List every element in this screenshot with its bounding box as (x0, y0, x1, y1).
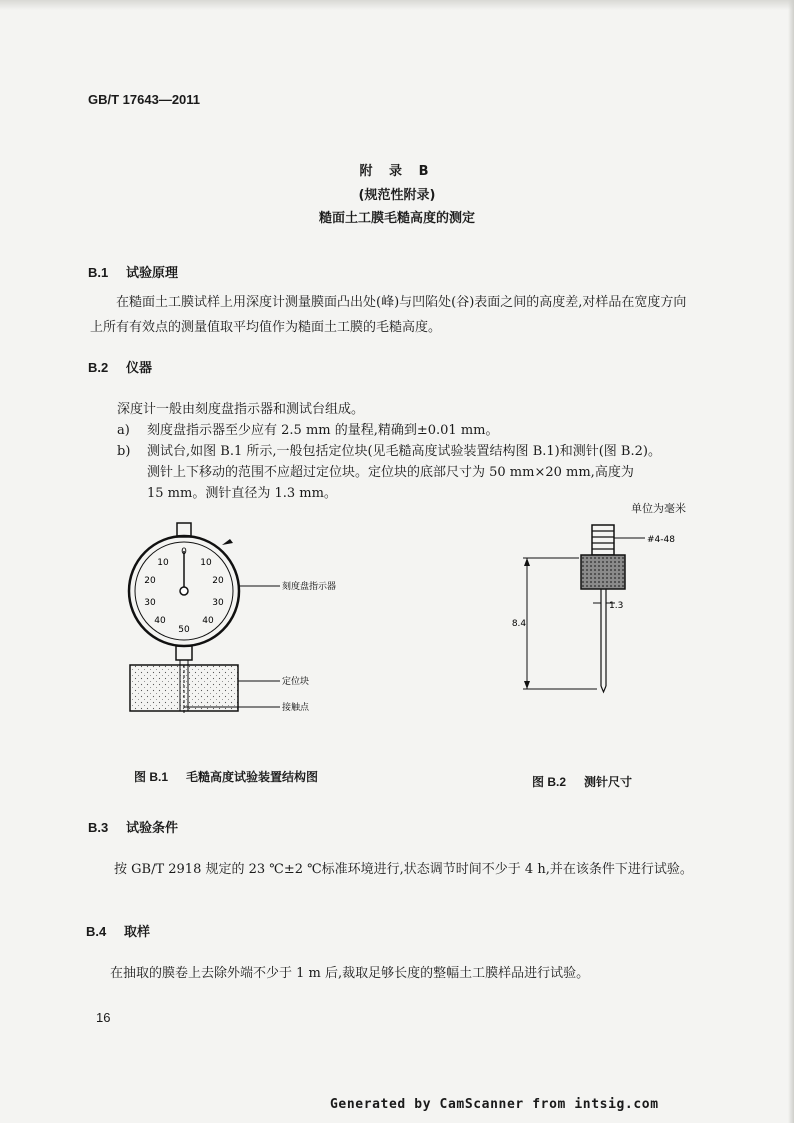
section-heading-b1 (88, 262, 178, 281)
label-dial-indicator: 刻度盘指示器 (282, 582, 337, 592)
dial-number: 30 (144, 598, 156, 608)
section-number: B.2 (88, 360, 109, 375)
section-b2-intro: 深度计一般由刻度盘指示器和测试台组成。 (117, 402, 365, 417)
label-contact-point: 接触点 (282, 703, 310, 713)
list-item-text: 刻度盘指示器至少应有 2.5 mm 的量程,精确到±0.01 mm。 (147, 423, 499, 438)
scan-shadow-top (0, 0, 794, 10)
figure-b1-caption (134, 768, 318, 785)
dial-number: 30 (212, 598, 224, 608)
annex-type: (规范性附录) (358, 188, 436, 203)
dial-number: 50 (178, 625, 190, 635)
standard-code: GB/T 17643—2011 (88, 92, 201, 107)
dial-number: 40 (202, 616, 214, 626)
dial-hub (180, 587, 188, 595)
list-item-a (117, 419, 498, 438)
list-item-b-line2: 测针上下移动的范围不应超过定位块。定位块的底部尺寸为 50 mm×20 mm,高度为 (147, 465, 634, 480)
dial-number: 0 (181, 547, 187, 557)
figure-b2-caption (532, 773, 632, 790)
diameter-label: 1.3 (609, 601, 624, 611)
thread-section (592, 525, 614, 555)
list-item-b (117, 440, 661, 459)
section-number: B.1 (88, 265, 109, 280)
annex-name: 糙面土工膜毛糙高度的测定 (318, 211, 475, 226)
needle-tip (601, 686, 606, 692)
annex-title: 附 录 B (359, 164, 435, 179)
label-positioning-block: 定位块 (282, 677, 310, 687)
section-number: B.4 (86, 924, 107, 939)
section-title: 仪器 (126, 361, 153, 376)
caption-text: 测针尺寸 (584, 775, 633, 789)
dial-number: 20 (212, 576, 224, 586)
dial-number: 10 (157, 558, 169, 568)
section-heading-b4 (86, 921, 150, 940)
list-item-text: 测试台,如图 B.1 所示,一般包括定位块(见毛糙高度试验装置结构图 B.1)和测针(图 B.2)。 (147, 444, 661, 459)
caption-number: 图 B.1 (134, 770, 169, 784)
section-heading-b2 (88, 357, 152, 376)
list-marker: a) (117, 423, 130, 438)
dial-number: 20 (144, 576, 156, 586)
dial-number: 40 (154, 616, 166, 626)
list-marker: b) (117, 444, 131, 459)
probe-collar (581, 555, 625, 589)
indicator-stem (176, 646, 192, 660)
section-b4-text: 在抽取的膜卷上去除外端不少于 1 m 后,裁取足够长度的整幅土工膜样品进行试验。 (110, 966, 590, 981)
figure-b2-drawing (505, 520, 705, 700)
bezel-clip (222, 539, 233, 545)
section-title: 试验条件 (126, 821, 179, 836)
section-number: B.3 (88, 820, 109, 835)
height-label: 8.4 (511, 619, 527, 629)
caption-text: 毛糙高度试验装置结构图 (186, 770, 319, 784)
caption-number: 图 B.2 (532, 775, 567, 789)
section-title: 取样 (124, 925, 151, 940)
section-b1-text: 在糙面土工膜试样上用深度计测量膜面凸出处(峰)与凹陷处(谷)表面之间的高度差,对样品在宽度方向上所有有效点的测量值取平均值作为糙面土工膜的毛糙高度。 (90, 295, 687, 335)
dial-number: 10 (200, 558, 212, 568)
scanner-footer: Generated by CamScanner from intsig.com (330, 1097, 659, 1112)
list-item-b-line3: 15 mm。测针直径为 1.3 mm。 (147, 486, 337, 501)
section-heading-b3 (88, 817, 178, 836)
thread-label: #4-48 (647, 535, 675, 545)
figure-b1-drawing (110, 515, 370, 730)
page-number: 16 (96, 1010, 111, 1025)
unit-note: 单位为毫米 (631, 502, 686, 515)
section-title: 试验原理 (126, 266, 179, 281)
section-b3-text: 按 GB/T 2918 规定的 23 ℃±2 ℃标准环境进行,状态调节时间不少于 4 h,并在该条件下进行试验。 (114, 862, 693, 877)
